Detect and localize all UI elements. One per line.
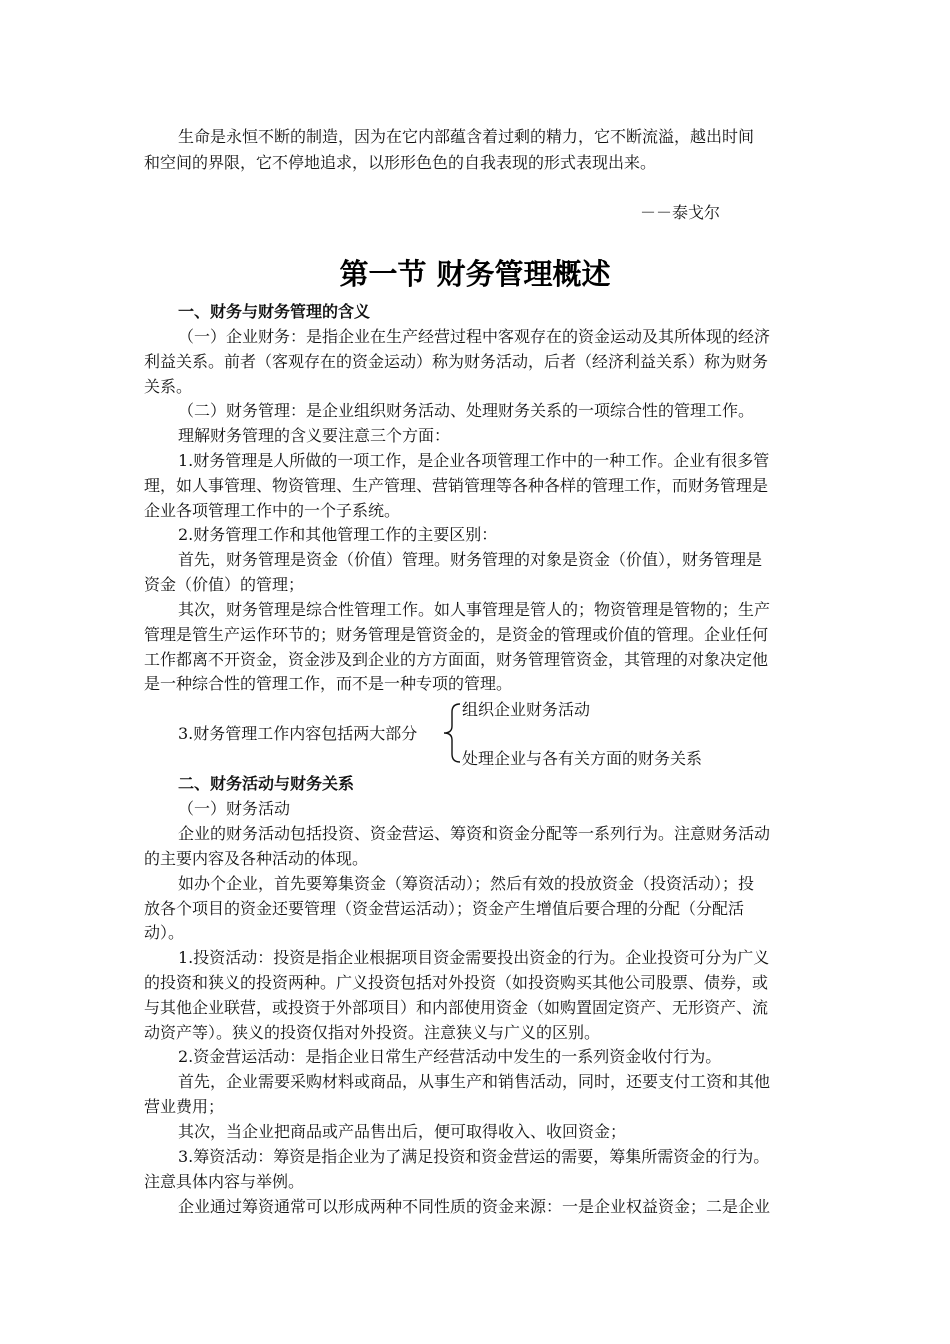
paragraph-line: 2.资金营运活动：是指企业日常生产经营活动中发生的一系列资金收付行为。 (178, 1047, 722, 1066)
paragraph-line: 关系。 (144, 377, 193, 396)
paragraph-line: 企业各项管理工作中的一个子系统。 (144, 501, 401, 520)
paragraph-line: 2.财务管理工作和其他管理工作的主要区别： (178, 525, 498, 544)
paragraph-line: 首先，企业需要采购材料或商品，从事生产和销售活动，同时，还要支付工资和其他 (178, 1072, 771, 1091)
paragraph-line: 管理是管生产运作环节的；财务管理是管资金的，是资金的管理或价值的管理。企业任何 (144, 625, 769, 644)
paragraph-line: 如办个企业，首先要筹集资金（筹资活动）；然后有效的投放资金（投资活动）；投 (178, 874, 755, 893)
epigraph-attribution: －－泰戈尔 (640, 203, 721, 222)
paragraph-line: 企业通过筹资通常可以形成两种不同性质的资金来源：一是企业权益资金；二是企业 (178, 1197, 771, 1216)
paragraph-line: 的投资和狭义的投资两种。广义投资包括对外投资（如投资购买其他公司股票、债券，或 (144, 973, 769, 992)
part2-heading: 二、财务活动与财务关系 (178, 774, 355, 793)
paragraph-line: 理，如人事管理、物资管理、生产管理、营销管理等各种各样的管理工作，而财务管理是 (144, 476, 769, 495)
paragraph-line: 1.投资活动：投资是指企业根据项目资金需要投出资金的行为。企业投资可分为广义 (178, 948, 770, 967)
paragraph-line: 理解财务管理的含义要注意三个方面： (178, 426, 451, 445)
paragraph-line: 1.财务管理是人所做的一项工作，是企业各项管理工作中的一种工作。企业有很多管 (178, 451, 770, 470)
paragraph-line: 与其他企业联营，或投资于外部项目）和内部使用资金（如购置固定资产、无形资产、流 (144, 998, 769, 1017)
paragraph-line: 动）。 (144, 923, 185, 942)
section-title: 第一节 财务管理概述 (339, 257, 611, 291)
paragraph-line: 3.筹资活动：筹资是指企业为了满足投资和资金营运的需要，筹集所需资金的行为。 (178, 1147, 770, 1166)
content-part-item: 处理企业与各有关方面的财务关系 (462, 749, 703, 768)
paragraph-line: （二）财务管理：是企业组织财务活动、处理财务关系的一项综合性的管理工作。 (178, 401, 755, 420)
paragraph-line: 注意具体内容与举例。 (144, 1172, 305, 1191)
paragraph-line: 放各个项目的资金还要管理（资金营运活动）；资金产生增值后要合理的分配（分配活 (144, 899, 745, 918)
paragraph-line: 资金（价值）的管理； (144, 575, 305, 594)
paragraph-line: （一）企业财务：是指企业在生产经营过程中客观存在的资金运动及其所体现的经济 (178, 327, 771, 346)
part1-heading: 一、财务与财务管理的含义 (178, 302, 371, 321)
paragraph-line: 工作都离不开资金，资金涉及到企业的方方面面，财务管理管资金，其管理的对象决定他 (144, 650, 769, 669)
content-parts-label: 3.财务管理工作内容包括两大部分 (178, 724, 418, 743)
paragraph-line: 的主要内容及各种活动的体现。 (144, 849, 369, 868)
paragraph-line: 动资产等）。狭义的投资仅指对外投资。注意狭义与广义的区别。 (144, 1023, 601, 1042)
paragraph-line: 利益关系。前者（客观存在的资金运动）称为财务活动，后者（经济利益关系）称为财务 (144, 352, 769, 371)
subheading: （一）财务活动 (178, 799, 291, 818)
paragraph-line: 企业的财务活动包括投资、资金营运、筹资和资金分配等一系列行为。注意财务活动 (178, 824, 771, 843)
paragraph-line: 首先，财务管理是资金（价值）管理。财务管理的对象是资金（价值），财务管理是 (178, 550, 763, 569)
paragraph-line: 其次，财务管理是综合性管理工作。如人事管理是管人的；物资管理是管物的；生产 (178, 600, 771, 619)
paragraph-line: 营业费用； (144, 1097, 225, 1116)
paragraph-line: 其次，当企业把商品或产品售出后，便可取得收入、收回资金； (178, 1122, 627, 1141)
epigraph-line: 和空间的界限，它不停地追求，以形形色色的自我表现的形式表现出来。 (144, 153, 657, 172)
epigraph-line: 生命是永恒不断的制造，因为在它内部蕴含着过剩的精力，它不断流溢，越出时间 (178, 127, 755, 146)
curly-brace-icon (438, 702, 464, 764)
paragraph-line: 是一种综合性的管理工作，而不是一种专项的管理。 (144, 674, 513, 693)
content-part-item: 组织企业财务活动 (462, 700, 591, 719)
